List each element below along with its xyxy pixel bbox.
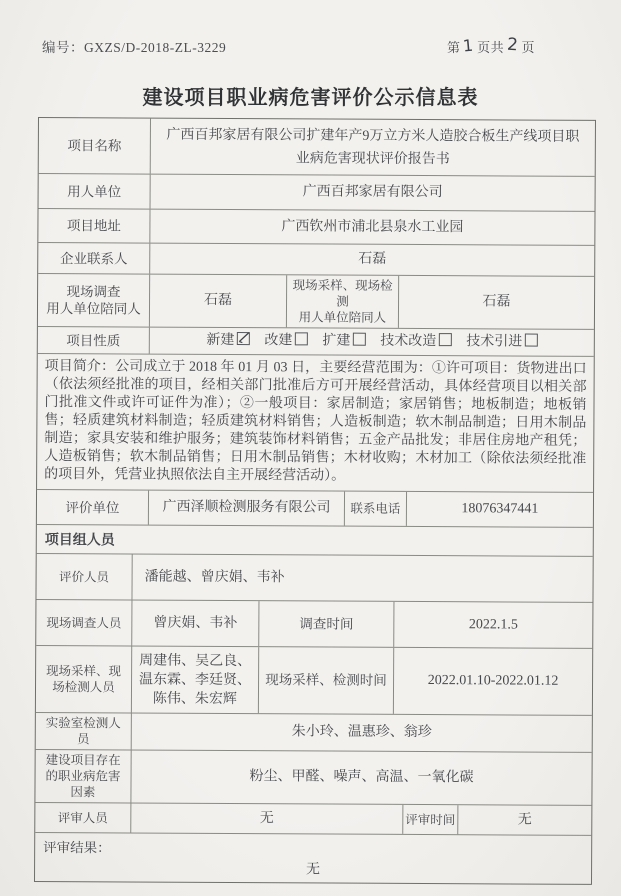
address-label: 项目地址 <box>38 209 150 243</box>
survey-escort-label <box>38 274 150 327</box>
row-review <box>35 803 591 836</box>
option-technical-renovation <box>380 333 451 351</box>
page-prefix: 第 <box>446 40 461 55</box>
document-number: 编号：GXZS/D-2018-ZL-3229 <box>42 40 227 55</box>
handwritten-page-current: 1 <box>462 35 475 56</box>
survey-time-label: 调查时间 <box>259 601 394 647</box>
project-name-value: 广西百邦家居有限公司扩建年产9万立方米人造胶合板生产线项目职业病危害现状评价报告书 <box>166 127 580 167</box>
evaluators-label: 评价人员 <box>36 554 132 600</box>
survey-staff-label: 现场调查人员 <box>36 600 132 646</box>
option-technology-import-label: 技术引进 <box>466 334 523 350</box>
row-survey-staff <box>36 600 592 649</box>
sampling-time-label: 现场采样、检测时间 <box>259 647 394 714</box>
option-new-construction <box>206 332 249 350</box>
review-staff-value: 无 <box>131 803 403 833</box>
checkbox-group <box>155 332 589 352</box>
row-employer <box>39 174 595 212</box>
survey-escort-label-line2: 用人单位陪同人 <box>46 301 141 317</box>
evaluation-org-value: 广西泽顺检测服务有限公司 <box>149 491 345 526</box>
survey-escort-value: 石磊 <box>150 275 287 328</box>
review-time-value: 无 <box>517 812 532 828</box>
review-result-value: 无 <box>306 862 321 878</box>
row-team-section-header: 项目组人员 <box>37 525 593 557</box>
contact-value: 石磊 <box>358 251 387 267</box>
phone-value: 18076347441 <box>461 501 539 517</box>
option-technical-renovation-label: 技术改造 <box>380 333 437 350</box>
hazards-value: 粉尘、甲醛、噪声、高温、一氧化碳 <box>249 769 474 786</box>
option-new-construction-label: 新建 <box>206 332 235 349</box>
evaluators-value: 潘能越、曾庆娟、韦补 <box>144 569 285 585</box>
page-middle: 页共 <box>477 40 505 55</box>
form-title: 建设项目职业病危害评价公示信息表 <box>142 87 479 109</box>
review-time-label: 评审时间 <box>403 805 458 834</box>
sampling-escort-label-line1: 现场采样、现场检测 <box>292 278 393 309</box>
survey-escort-label-line1: 现场调查 <box>66 284 121 300</box>
row-review-result <box>35 833 591 884</box>
checkbox-technology-import <box>524 334 537 347</box>
lab-staff-value: 朱小玲、温惠珍、翁珍 <box>291 724 432 741</box>
row-evaluators <box>36 554 592 603</box>
handwritten-check-icon <box>236 330 251 345</box>
row-contact <box>38 243 594 277</box>
row-hazards <box>35 750 591 806</box>
survey-time-value: 2022.1.5 <box>468 616 518 633</box>
option-expansion <box>322 332 365 350</box>
review-staff-label: 评审人员 <box>35 803 131 833</box>
sampling-escort-label <box>287 275 399 328</box>
checkbox-expansion <box>352 333 365 346</box>
hazards-label: 建设项目存在的职业病危害因素 <box>35 750 131 803</box>
option-reconstruction <box>264 332 307 350</box>
info-table <box>34 117 596 885</box>
option-expansion-label: 扩建 <box>322 333 351 349</box>
row-evaluation-org <box>37 490 593 528</box>
row-project-nature <box>38 327 594 357</box>
row-project-name <box>39 118 595 177</box>
project-nature-options <box>150 328 594 356</box>
sampling-staff-value: 周建伟、吴乙良、温东霖、李廷贤、陈伟、朱宏辉 <box>132 647 259 714</box>
sampling-staff-label: 现场采样、现场检测人员 <box>36 646 132 713</box>
row-escorts <box>38 274 594 330</box>
row-project-intro: 项目简介：公司成立于 2018 年 01 月 03 日，主要经营范围为：①许可项目：货物进出口（依法须经批准的项目，经相关部门批准后方可开展经营活动，具体经营项目以相关部门批准文件或许可证件为准）；②一般项目：家居制造；家居销售；地板制造；地板销售；轻质建筑材料制造；轻质建筑材料销售；人造板制造；软木制品制造；日用木制品制造；家具安装和维护服务；建筑装饰材料销售；五金产品批发；非居住房地产租凭；人造板销售；软木制品销售；日用木制品销售；木材收购；木材加工（除依法须经批准的项目外，凭营业执照依法自主开展经营活动）。 <box>37 354 594 493</box>
sampling-escort-value: 石磊 <box>482 294 511 310</box>
checkbox-technical-renovation <box>438 333 451 346</box>
lab-staff-label: 实验室检测人员 <box>36 713 132 750</box>
survey-staff-value: 曾庆娟、韦补 <box>132 601 259 647</box>
option-technology-import <box>466 333 537 351</box>
row-address <box>38 209 594 246</box>
sampling-escort-label-lines <box>292 277 393 326</box>
sampling-escort-label-line2: 用人单位陪同人 <box>298 310 387 325</box>
row-sampling-staff <box>36 646 592 716</box>
address-value: 广西钦州市浦北县泉水工业园 <box>281 218 464 235</box>
employer-value: 广西百邦家居有限公司 <box>302 184 443 201</box>
page-suffix: 页 <box>521 40 535 55</box>
phone-label: 联系电话 <box>345 492 407 526</box>
contact-label: 企业联系人 <box>38 243 150 274</box>
employer-label: 用人单位 <box>39 174 151 209</box>
page-indicator <box>446 34 535 57</box>
option-reconstruction-label: 改建 <box>264 333 293 349</box>
review-result-label: 评审结果： <box>43 840 111 856</box>
survey-escort-label-lines <box>46 283 141 317</box>
sampling-time-value: 2022.01.10-2022.01.12 <box>427 673 559 689</box>
handwritten-page-total: 2 <box>506 34 520 56</box>
document-header <box>0 0 621 57</box>
row-lab-staff <box>36 713 592 753</box>
evaluation-org-label: 评价单位 <box>37 490 149 525</box>
checkbox-new-construction-checked <box>236 332 249 345</box>
project-name-label: 项目名称 <box>39 118 151 174</box>
project-nature-label: 项目性质 <box>38 327 150 354</box>
checkbox-reconstruction <box>294 332 307 345</box>
